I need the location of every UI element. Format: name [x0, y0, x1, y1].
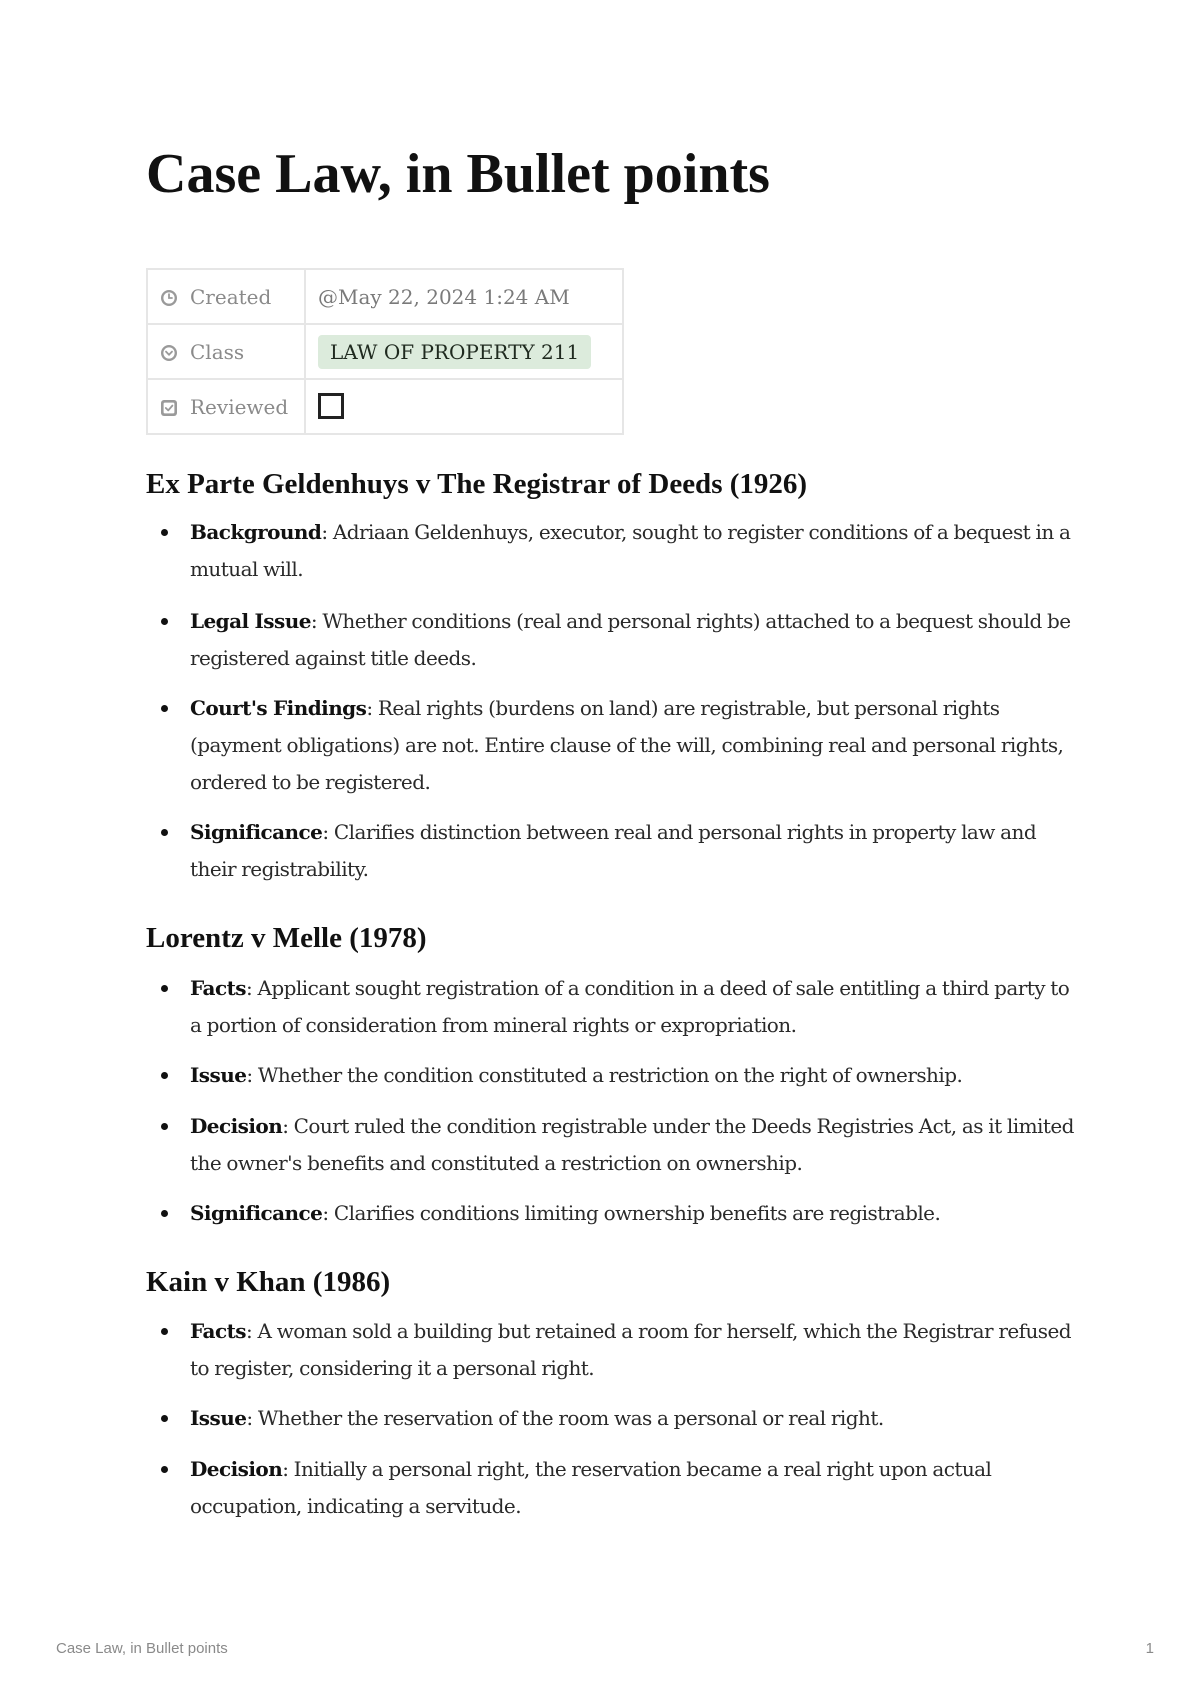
property-key [147, 324, 305, 379]
page-title: Case Law, in Bullet points [146, 143, 770, 205]
list-item-term: Significance [190, 1201, 323, 1225]
list-item-text: : Applicant sought registration of a condition in a deed of sale entitling a third party to a portion of consideration from mineral rights or expropriation. [190, 976, 1070, 1037]
property-value[interactable] [305, 324, 623, 379]
list-item [146, 1313, 1076, 1387]
reviewed-checkbox[interactable] [318, 393, 344, 419]
property-row-created [147, 269, 623, 324]
section-title: Ex Parte Geldenhuys v The Registrar of Deeds (1926) [146, 468, 808, 500]
list-item-text: : Whether the condition constituted a restriction on the right of ownership. [246, 1063, 963, 1087]
list-item [146, 514, 1076, 588]
list-item-term: Legal Issue [190, 609, 311, 633]
property-label: Created [190, 284, 272, 309]
property-value[interactable] [305, 269, 623, 324]
list-item [146, 1195, 1076, 1232]
property-label: Reviewed [190, 394, 289, 419]
property-key [147, 379, 305, 434]
list-item-term: Decision [190, 1114, 283, 1138]
list-item-term: Issue [190, 1063, 247, 1087]
list-item-text: : Whether conditions (real and personal rights) attached to a bequest should be registered against title deeds. [190, 609, 1071, 670]
property-value[interactable] [305, 379, 623, 434]
list-item-text: : Adriaan Geldenhuys, executor, sought to register conditions of a bequest in a mutual will. [190, 520, 1071, 581]
list-item-term: Court's Findings [190, 696, 367, 720]
clock-icon [160, 289, 178, 307]
list-item [146, 1451, 1076, 1525]
bullet-list [146, 514, 1076, 888]
list-item-term: Facts [190, 976, 246, 1000]
list-item [146, 690, 1076, 801]
list-item [146, 814, 1076, 888]
list-item-term: Issue [190, 1406, 247, 1430]
list-item [146, 1057, 1076, 1094]
list-item [146, 1400, 1076, 1437]
list-item-term: Decision [190, 1457, 283, 1481]
properties-table [146, 268, 624, 435]
list-item-text: : Clarifies distinction between real and personal rights in property law and their registrability. [190, 820, 1037, 881]
class-tag[interactable]: LAW OF PROPERTY 211 [318, 335, 591, 369]
list-item-term: Background [190, 520, 322, 544]
select-icon [160, 344, 178, 362]
footer-title: Case Law, in Bullet points [56, 1640, 228, 1657]
list-item-text: : Whether the reservation of the room was a personal or real right. [246, 1406, 884, 1430]
page-number: 1 [1145, 1640, 1154, 1657]
section-title: Kain v Khan (1986) [146, 1266, 391, 1298]
section-title: Lorentz v Melle (1978) [146, 922, 427, 954]
bullet-list [146, 1313, 1076, 1525]
list-item-text: : Initially a personal right, the reservation became a real right upon actual occupation, indicating a servitude. [190, 1457, 992, 1518]
created-date[interactable]: @May 22, 2024 1:24 AM [318, 284, 570, 309]
property-key [147, 269, 305, 324]
bullet-list [146, 970, 1076, 1232]
list-item [146, 603, 1076, 677]
checkbox-icon [160, 399, 178, 417]
list-item [146, 1108, 1076, 1182]
property-row-reviewed [147, 379, 623, 434]
property-row-class [147, 324, 623, 379]
list-item-text: : Clarifies conditions limiting ownership benefits are registrable. [322, 1201, 941, 1225]
list-item-text: : Court ruled the condition registrable under the Deeds Registries Act, as it limited the owner's benefits and constituted a restriction on ownership. [190, 1114, 1074, 1175]
list-item-text: : Real rights (burdens on land) are registrable, but personal rights (payment obligations) are not. Entire clause of the will, combining real and personal rights, ordered to be registered. [190, 696, 1064, 794]
list-item-term: Significance [190, 820, 323, 844]
property-label: Class [190, 339, 245, 364]
list-item [146, 970, 1076, 1044]
list-item-term: Facts [190, 1319, 246, 1343]
list-item-text: : A woman sold a building but retained a room for herself, which the Registrar refused to register, considering it a personal right. [190, 1319, 1072, 1380]
